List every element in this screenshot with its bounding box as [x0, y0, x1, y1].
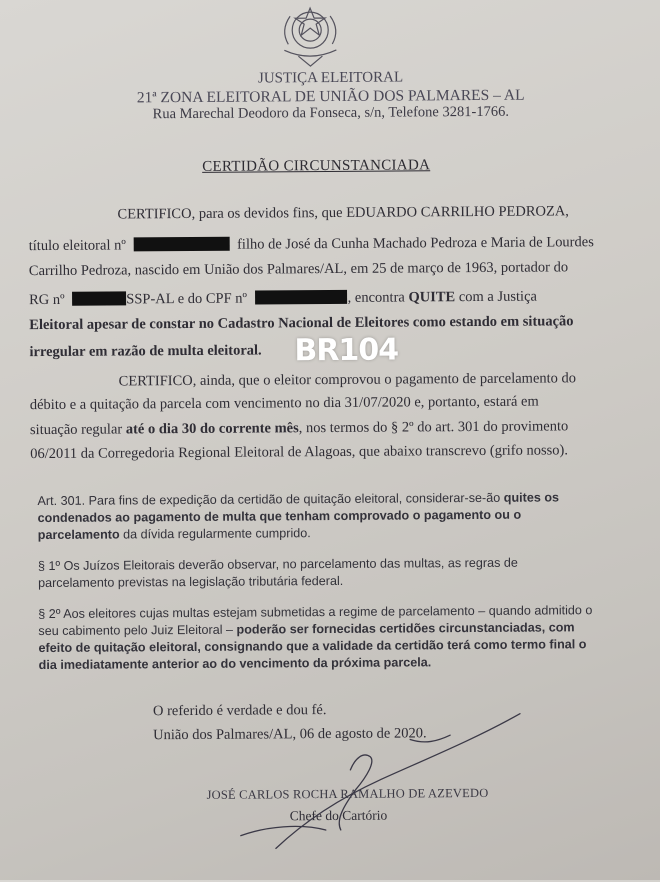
- place-and-date: União dos Palmares/AL, 06 de agosto de 2020.: [153, 725, 427, 744]
- paragraph1-line6: irregular em razão de multa eleitoral.: [29, 342, 262, 361]
- art301-text: Art. 301. Para fins de expedição da certidão de quitação eleitoral, considerar-se-ão: [37, 490, 501, 509]
- paragraph1-connector: , encontra: [347, 289, 405, 306]
- paragraph2-line2: débito e a quitação da parcela com vencimento no dia 31/07/2020 e, portanto, estará em: [29, 393, 539, 414]
- paragraph-2-line3: efeito de quitação eleitoral, consignando que a validade da certidão terá como termo final o: [38, 637, 587, 656]
- paragraph1-line1: CERTIFICO, para os devidos fins, que EDUARDO CARRILHO PEDROZA,: [117, 203, 569, 223]
- signatory-name: JOSÉ CARLOS ROCHA RAMALHO DE AZEVEDO: [206, 785, 489, 802]
- paragraph1-line3: Carrilho Pedroza, nascido em União dos Palmares/AL, em 25 de março de 1963, portador do: [28, 259, 569, 280]
- paragraph1-line4-end: com a Justiça: [458, 288, 537, 306]
- signatory-role: Chefe do Cartório: [289, 807, 388, 824]
- quite-status: QUITE: [408, 289, 456, 306]
- art301-quites: quites os: [503, 490, 560, 505]
- paragraph-2-intro: seu cabimento pelo Juiz Eleitoral –: [38, 622, 234, 639]
- art301-line2: condenados ao pagamento de multa que tenham comprovado o pagamento ou o: [37, 507, 522, 526]
- paragraph2-line1: CERTIFICO, ainda, que o eleitor comprovou o pagamento de parcelamento do: [118, 370, 577, 390]
- paragraph-2-line1: § 2º Aos eleitores cujas multas estejam submetidas a regime de parcelamento – quando admitido o: [38, 603, 593, 622]
- court-name: JUSTIÇA ELEITORAL: [257, 69, 404, 87]
- cpf-label: SSP-AL e do CPF nº: [126, 290, 248, 308]
- document-title: CERTIDÃO CIRCUNSTANCIADA: [202, 157, 431, 175]
- paragraph1-line5: Eleitoral apesar de constar no Cadastro Nacional de Eleitores como estando em situação: [29, 313, 574, 334]
- watermark-logo: BR104: [294, 332, 399, 369]
- regular-status-text: situação regular: [29, 421, 123, 439]
- attestation-text: O referido é verdade e dou fé.: [152, 702, 327, 720]
- court-address: Rua Marechal Deodoro da Fonseca, s/n, Telefone 3281-1766.: [152, 103, 509, 123]
- legal-reference-text: , nos termos do § 2º do art. 301 do provimento: [298, 418, 569, 437]
- deadline-text: até o dia 30 do corrente mês: [125, 420, 299, 438]
- paragraph2-line4: 06/2011 da Corregedoria Regional Eleitoral de Alagoas, que abaixo transcrevo (grifo nosso).: [30, 442, 569, 463]
- paragraph-2-line4: dia imediatamente anterior ao do vencimento da próxima parcela.: [38, 655, 432, 673]
- art301-parcelamento: parcelamento: [37, 527, 120, 543]
- paragraph-1-line1: § 1º Os Juízos Eleitorais deverão observar, no parcelamento das multas, as regras de: [37, 555, 518, 574]
- parents-text: filho de José da Cunha Machado Pedroza e Maria de Lourdes: [237, 234, 594, 253]
- art301-line3-end: da dívida regularmente cumprido.: [123, 526, 311, 542]
- paragraph-1-line2: parcelamento previstas na legislação tributária federal.: [38, 573, 344, 591]
- rg-label: RG nº: [29, 291, 65, 309]
- voter-id-label: título eleitoral nº: [28, 237, 126, 255]
- electoral-zone: 21ª ZONA ELEITORAL DE UNIÃO DOS PALMARES – AL: [136, 86, 525, 107]
- paragraph-2-bold: poderão ser fornecidas certidões circunstanciadas, com: [236, 620, 575, 637]
